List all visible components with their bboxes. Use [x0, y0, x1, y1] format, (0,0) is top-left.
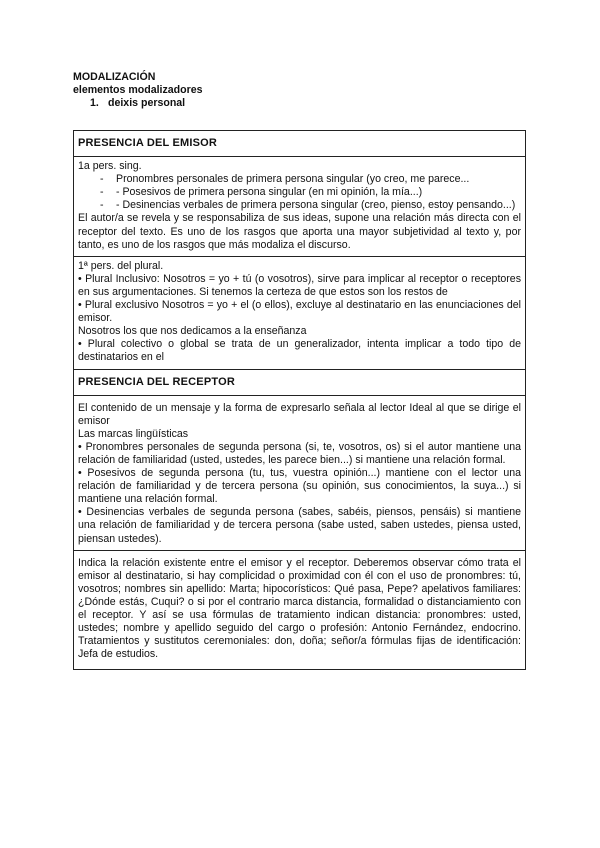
- paragraph-line: • Plural colectivo o global se trata de un generalizador, intenta implicar a todo tipo de destinatarios en el: [78, 338, 521, 364]
- paragraph-line: • Plural exclusivo Nosotros = yo + el (o ellos), excluye al destinatario en las enunciaciones del emisor.: [78, 299, 521, 325]
- section-heading-deixis: [73, 97, 203, 110]
- emisor-singular-cell: [74, 157, 525, 257]
- emisor-singular-intro: 1a pers. sing.: [78, 160, 142, 173]
- emisor-singular-list: [78, 173, 521, 212]
- content-table: [73, 130, 526, 670]
- paragraph-line: El contenido de un mensaje y la forma de expresarlo señala al lector Ideal al que se dirige el emisor: [78, 401, 521, 427]
- document-heading: [73, 71, 203, 110]
- receptor-relation-paragraph: Indica la relación existente entre el emisor y el receptor. Deberemos observar cómo trata el emisor al destinatario, si hay complicidad o proximidad con él con el uso de pronombres: tú, vosotros; nombres sin apellido: Marta; hipocorísticos: Qué pasa, Pepe? apelativos familiares: ¿Dónde estás, Cuqui? o si por el contrario marca distancia, formalidad o distanciamiento con el receptor. Y así se usa fórmulas de tratamiento indican distancia: pronombres: usted, ustedes; nombre y apellido seguido del cargo o profesión: Antonio Fernández, endocrino. Tratamientos y sustitutos ceremoniales: don, doña; señor/a fórmulas fijas de identificación: Jefa de estudios.: [78, 556, 521, 661]
- section-label: deixis personal: [108, 97, 186, 110]
- receptor-marks-cell: [74, 396, 525, 551]
- receptor-relation-cell: [74, 551, 525, 670]
- paragraph-line: Las marcas lingüísticas: [78, 427, 189, 440]
- list-item: - Pronombres personales de primera persona singular (yo creo, me parece...: [100, 173, 521, 186]
- paragraph-line: • Posesivos de segunda persona (tu, tus, vuestra opinión...) mantiene con el lector una relación de familiaridad y de tercera persona (su opinión, sus conocimientos, la suya...) si mantiene una relación formal.: [78, 467, 521, 506]
- list-item: - - Desinencias verbales de primera persona singular (creo, pienso, estoy pensando...): [100, 199, 521, 212]
- paragraph-line: • Plural Inclusivo: Nosotros = yo + tú (o vosotros), sirve para implicar al receptor o receptores en sus argumentaciones. Si tenemos la certeza de que estos son los restos de: [78, 272, 521, 298]
- paragraph-line: Nosotros los que nos dedicamos a la enseñanza: [78, 325, 307, 338]
- document-title: MODALIZACIÓN: [73, 71, 156, 83]
- section-number: 1.: [90, 97, 99, 110]
- emisor-singular-paragraph: El autor/a se revela y se responsabiliza de sus ideas, supone una relación más directa con el receptor del texto. Es uno de los rasgos que aporta una mayor subjetividad al texto y, por tanto, es uno de los rasgos que más modaliza el discurso.: [78, 212, 521, 251]
- paragraph-line: • Pronombres personales de segunda persona (si, te, vosotros, os) si el autor mantiene una relación de familiaridad (usted, ustedes, les parece bien...) si mantiene una relación formal.: [78, 440, 521, 466]
- paragraph-line: • Desinencias verbales de segunda persona (sabes, sabéis, piensos, pensáis) si mantiene una relación de familiaridad y de tercera persona (sabe usted, saben ustedes, piensa usted, piensan ustedes).: [78, 506, 521, 545]
- emisor-plural-cell: [74, 257, 525, 370]
- document-subtitle: elementos modalizadores: [73, 84, 203, 97]
- emisor-title: PRESENCIA DEL EMISOR: [74, 131, 525, 157]
- paragraph-line: 1ª pers. del plural.: [78, 259, 164, 272]
- list-item: - - Posesivos de primera persona singular (en mi opinión, la mía...): [100, 186, 521, 199]
- receptor-title: PRESENCIA DEL RECEPTOR: [74, 370, 525, 396]
